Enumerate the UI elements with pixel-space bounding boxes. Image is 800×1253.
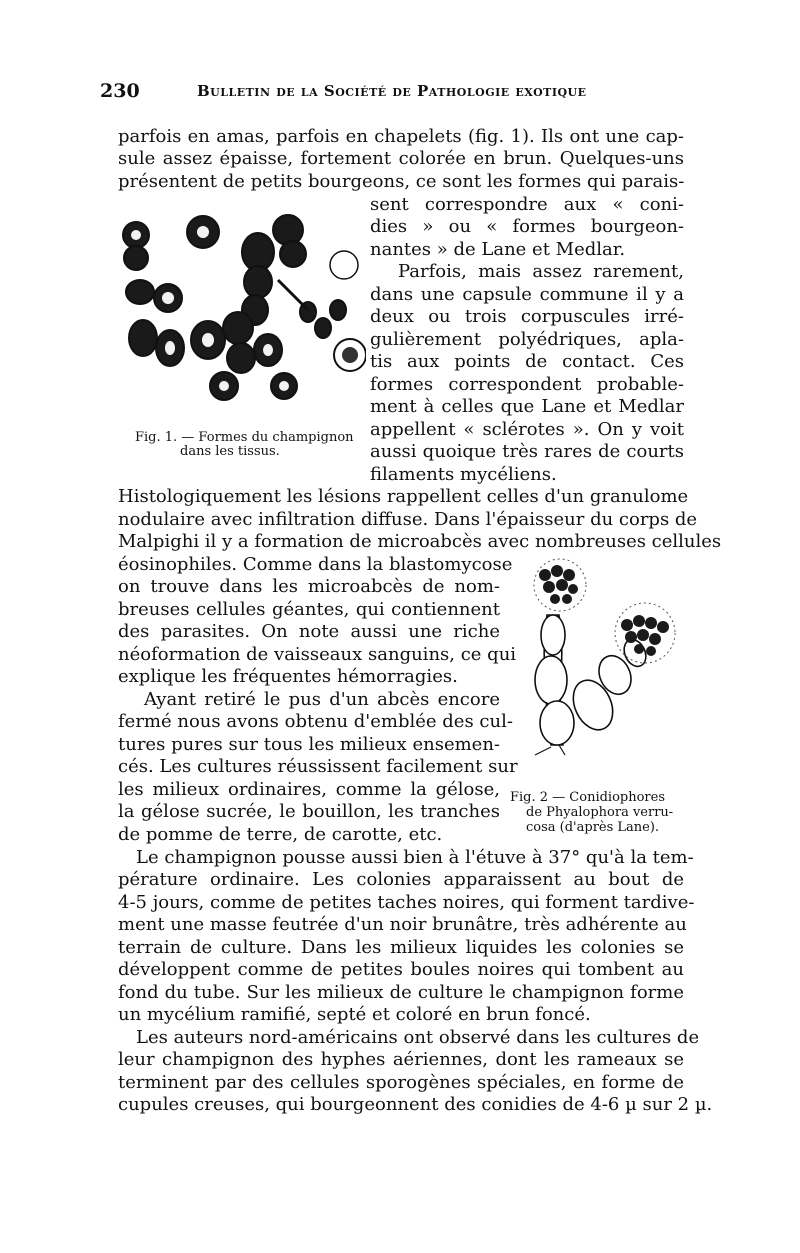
body-line: tis aux points de contact. Ces	[370, 351, 684, 372]
body-line: des parasites. On note aussi une riche	[118, 621, 500, 642]
body-line: filaments mycéliens.	[370, 464, 557, 485]
body-line: dies » ou « formes bourgeon-	[370, 216, 684, 237]
body-line: ment une masse feutrée d'un noir brunâtre, très adhérente au	[118, 914, 687, 935]
body-line: éosinophiles. Comme dans la blastomycose	[118, 554, 513, 575]
body-line: cés. Les cultures réussissent facilement sur	[118, 756, 518, 777]
body-line: Malpighi il y a formation de microabcès avec nombreuses cellules	[118, 531, 722, 552]
body-line: la gélose sucrée, le bouillon, les tranches	[118, 801, 500, 822]
body-line: deux ou trois corpuscules irré-	[370, 306, 684, 327]
figure-1-illustration	[118, 210, 366, 420]
page-header	[100, 80, 700, 110]
body-line: nantes » de Lane et Medlar.	[370, 239, 626, 260]
figure-2-caption-line2: de Phyalophora verru-	[526, 805, 674, 820]
body-line: néoformation de vaisseaux sanguins, ce qui	[118, 644, 517, 665]
body-line: pérature ordinaire. Les colonies apparaissent au bout de	[118, 869, 684, 890]
body-line: ment à celles que Lane et Medlar	[370, 396, 684, 417]
running-title: Bulletin de la Société de Pathologie exotique	[197, 82, 587, 100]
body-line: explique les fréquentes hémorragies.	[118, 666, 458, 687]
figure-1-caption-line1: Fig. 1. — Formes du champignon	[135, 430, 354, 445]
body-line: 4-5 jours, comme de petites taches noires, qui forment tardive-	[118, 892, 695, 913]
body-line: Le champignon pousse aussi bien à l'étuve à 37° qu'à la tem-	[136, 847, 694, 868]
body-line: breuses cellules géantes, qui contiennent	[118, 599, 500, 620]
body-line: formes correspondent probable-	[370, 374, 684, 395]
figure-2-illustration	[515, 555, 685, 765]
figure-1-caption-line2: dans les tissus.	[180, 444, 280, 459]
body-line: dans une capsule commune il y a	[370, 284, 684, 305]
body-line: nodulaire avec infiltration diffuse. Dans l'épaisseur du corps de	[118, 509, 698, 530]
body-line: on trouve dans les microabcès de nom-	[118, 576, 500, 597]
body-line: parfois en amas, parfois en chapelets (fig. 1). Ils ont une cap-	[118, 126, 684, 147]
figure-2-caption-line1: Fig. 2 — Conidiophores	[510, 790, 666, 805]
body-line: Ayant retiré le pus d'un abcès encore	[144, 689, 500, 710]
body-line: fermé nous avons obtenu d'emblée des cul-	[118, 711, 513, 732]
body-line: terminent par des cellules sporogènes spéciales, en forme de	[118, 1072, 684, 1093]
body-line: Histologiquement les lésions rappellent celles d'un granulome	[118, 486, 689, 507]
body-line: sule assez épaisse, fortement colorée en brun. Quelques-uns	[118, 148, 684, 169]
body-line: aussi quoique très rares de courts	[370, 441, 684, 462]
body-line: terrain de culture. Dans les milieux liquides les colonies se	[118, 937, 684, 958]
body-line: développent comme de petites boules noires qui tombent au	[118, 959, 684, 980]
body-line: gulièrement polyédriques, apla-	[370, 329, 684, 350]
body-line: Parfois, mais assez rarement,	[398, 261, 684, 282]
body-line: fond du tube. Sur les milieux de culture le champignon forme	[118, 982, 684, 1003]
body-line: de pomme de terre, de carotte, etc.	[118, 824, 443, 845]
body-line: cupules creuses, qui bourgeonnent des conidies de 4-6 µ sur 2 µ.	[118, 1094, 713, 1115]
body-line: présentent de petits bourgeons, ce sont les formes qui parais-	[118, 171, 685, 192]
body-line: appellent « sclérotes ». On y voit	[370, 419, 684, 440]
body-line: les milieux ordinaires, comme la gélose,	[118, 779, 500, 800]
figure-2-caption-line3: cosa (d'après Lane).	[526, 820, 660, 835]
body-line: leur champignon des hyphes aériennes, dont les rameaux se	[118, 1049, 684, 1070]
body-line: un mycélium ramifié, septé et coloré en brun foncé.	[118, 1004, 591, 1025]
body-line: sent correspondre aux « coni-	[370, 194, 684, 215]
page-number: 230	[100, 80, 140, 102]
body-line: tures pures sur tous les milieux ensemen-	[118, 734, 500, 755]
body-line: Les auteurs nord-américains ont observé dans les cultures de	[136, 1027, 700, 1048]
